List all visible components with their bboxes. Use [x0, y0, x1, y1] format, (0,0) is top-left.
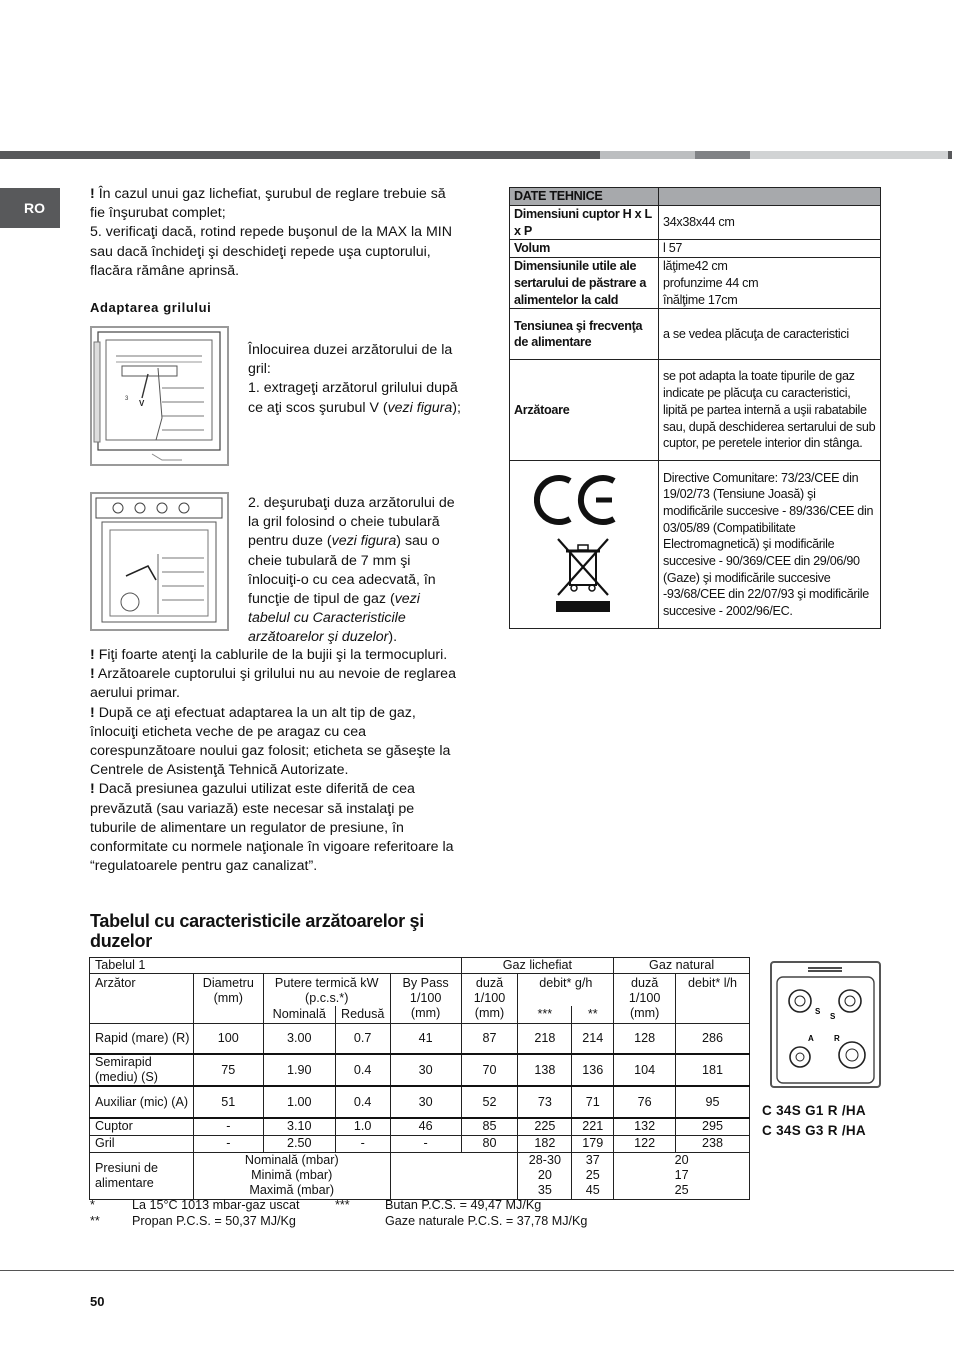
- burner-name: Gril: [90, 1135, 194, 1152]
- header-bar-light-2: [750, 151, 948, 159]
- cell: 30: [390, 1054, 461, 1086]
- cell: 46: [390, 1118, 461, 1135]
- footnote-mark: *: [90, 1198, 95, 1212]
- hob-burner-layout: [772, 963, 879, 1086]
- grill-adaptation-heading: Adaptarea grilului: [90, 300, 212, 315]
- cell: -: [193, 1135, 263, 1152]
- step2-body: 2. deşurubaţi duza arzătorului de la gril folosind o cheie tubulară pentru duze (: [248, 495, 455, 550]
- group-natural-gas: Gaz natural: [614, 958, 750, 974]
- burner-name: Cuptor: [90, 1118, 194, 1135]
- pressure-propane: [572, 1152, 614, 1199]
- footnote-text: Propan P.C.S. = 50,37 MJ/Kg: [132, 1214, 296, 1228]
- page-number: 50: [90, 1294, 105, 1309]
- tech-label: Dimensiuni cuptor H x L x P: [510, 206, 659, 240]
- tech-label: Arzătoare: [510, 360, 659, 461]
- table-header-row: [90, 974, 750, 1007]
- cell: 138: [518, 1054, 572, 1086]
- step1-see-figure: vezi figura: [387, 399, 453, 416]
- header-nominal: Nominală: [263, 1006, 335, 1023]
- cell: 52: [461, 1086, 518, 1118]
- cell: 132: [614, 1118, 676, 1135]
- step1-body: 1. extrageţi arzătorul grilului după ce aţi scos şurubul V (: [248, 380, 458, 416]
- tech-header-empty: [659, 188, 881, 206]
- table-row: [90, 1118, 750, 1135]
- cell: 25: [674, 1183, 689, 1197]
- tech-value: [659, 258, 881, 309]
- step2-body-2: ) sau o cheie tubulară de 7 mm şi înlocuiţi-o cu cea adecvată, în funcţie de tipul de gaz (: [248, 533, 440, 608]
- warning-mark: !: [90, 666, 95, 683]
- table-row: [90, 1135, 750, 1152]
- step2-see-table: vezi tabelul cu Caracteristicile arzătoarelor şi duzelor: [248, 591, 420, 646]
- pressure-names: [193, 1152, 390, 1199]
- header-flow-lpg: debit* g/h: [518, 974, 614, 1007]
- cell: 28-30: [528, 1153, 561, 1167]
- notes-block: [90, 646, 463, 876]
- cell: -: [335, 1135, 390, 1152]
- header-bypass: By Pass 1/100 (mm): [390, 974, 461, 1024]
- pressure-max: Maximă (mbar): [249, 1183, 335, 1197]
- hob-diagram: [770, 961, 881, 1088]
- burner-name: Rapid (mare) (R): [90, 1023, 194, 1054]
- burner-characteristics-table: [89, 957, 750, 1200]
- header-bar-dark: [0, 151, 600, 159]
- footnote-text: Butan P.C.S. = 49,47 MJ/Kg: [385, 1198, 542, 1212]
- oven-nozzle-illustration: [92, 494, 227, 629]
- oven-interior-illustration: [92, 328, 227, 464]
- cell: 80: [461, 1135, 518, 1152]
- cell: 75: [193, 1054, 263, 1086]
- cell: 1.90: [263, 1054, 335, 1086]
- table-row: [510, 360, 881, 461]
- cell: 214: [572, 1023, 614, 1054]
- step2-see-figure: vezi figura: [331, 533, 397, 550]
- tech-value: l 57: [659, 240, 881, 258]
- cell: 3.00: [263, 1023, 335, 1054]
- note-label: După ce aţi efectuat adaptarea la un alt tip de gaz, înlocuiţi eticheta veche de pe aragaz cu cea corespunzătoare noului gaz folosit; eticheta se găseşte la Centrele de Asistenţă Tehnică Autorizate.: [90, 704, 451, 779]
- pressure-empty: [390, 1152, 518, 1199]
- cell: -: [193, 1118, 263, 1135]
- ce-mark-icon: [537, 478, 614, 522]
- model-g1: C 34S G1 R /HA: [762, 1103, 866, 1118]
- hob-label-s2: S: [830, 1012, 836, 1021]
- tech-value-line: lăţime42 cm: [663, 259, 728, 274]
- cell: 0.7: [335, 1023, 390, 1054]
- cell: 104: [614, 1054, 676, 1086]
- cell: 85: [461, 1118, 518, 1135]
- cell: 25: [585, 1168, 600, 1182]
- hob-label-s1: S: [815, 1007, 821, 1016]
- header-bar-end: [948, 151, 952, 159]
- footnote-text: La 15°C 1013 mbar-gaz uscat: [132, 1198, 300, 1212]
- figure-label-v: V: [139, 399, 145, 408]
- paragraph-lpg-screw: În cazul unui gaz lichefiat, şurubul de reglare trebuie să fie înşurubat complet;: [90, 186, 446, 222]
- cell: 20: [537, 1168, 552, 1182]
- cell: 0.4: [335, 1054, 390, 1086]
- footer-rule: [0, 1270, 954, 1271]
- header-flow-propane: **: [572, 1006, 614, 1023]
- pressure-nominal: Nominală (mbar): [244, 1153, 339, 1167]
- tech-value: 34x38x44 cm: [659, 206, 881, 240]
- cell: 17: [674, 1168, 689, 1182]
- burner-name: Semirapid (mediu) (S): [90, 1054, 194, 1086]
- cell: 1.0: [335, 1118, 390, 1135]
- table-row: [90, 1023, 750, 1054]
- step2-text: [248, 494, 463, 648]
- cell: 37: [585, 1153, 600, 1167]
- cell: 35: [537, 1183, 552, 1197]
- tech-label: Tensiunea şi frecvenţa de alimentare: [510, 309, 659, 360]
- technical-data-table: [509, 187, 881, 629]
- table-label: Tabelul 1: [90, 958, 462, 974]
- cell: 100: [193, 1023, 263, 1054]
- model-g3: C 34S G3 R /HA: [762, 1123, 866, 1138]
- hob-label-r: R: [834, 1034, 840, 1043]
- step1-intro: Înlocuirea duzei arzătorului de la gril:: [248, 342, 453, 378]
- table-row: [510, 206, 881, 240]
- cell: 70: [461, 1054, 518, 1086]
- hob-label-a: A: [808, 1034, 814, 1043]
- header-nozzle-ng: duză 1/100 (mm): [614, 974, 676, 1024]
- cell: 221: [572, 1118, 614, 1135]
- tech-label: Volum: [510, 240, 659, 258]
- header-flow-ng: debit* l/h: [676, 974, 750, 1024]
- header-nozzle-lpg: duză 1/100 (mm): [461, 974, 518, 1024]
- step2-end: ).: [388, 629, 398, 646]
- burner-table-title: Tabelul cu caracteristicile arzătoarelor şi duzelor: [90, 911, 424, 951]
- intro-text: [90, 185, 463, 281]
- pressure-label: Presiuni de alimentare: [90, 1152, 194, 1199]
- cell: 136: [572, 1054, 614, 1086]
- cell: 1.00: [263, 1086, 335, 1118]
- tech-value: a se vedea plăcuţa de caracteristici: [659, 309, 881, 360]
- cell: -: [390, 1135, 461, 1152]
- step1-end: );: [452, 399, 461, 416]
- header-bar-mid: [695, 151, 750, 159]
- footnote-mark: **: [90, 1214, 100, 1228]
- grill-burner-figure: [90, 326, 229, 466]
- cell: 73: [518, 1086, 572, 1118]
- cell: 30: [390, 1086, 461, 1118]
- pressure-row: [90, 1152, 750, 1199]
- pressure-butane: [518, 1152, 572, 1199]
- warning-mark: !: [90, 647, 95, 663]
- figure-label-3: 3: [125, 396, 129, 402]
- cell: 0.4: [335, 1086, 390, 1118]
- model-list: [762, 1101, 866, 1141]
- note-pressure: Dacă presiunea gazului utilizat este diferită de cea prevăzută (sau variază) este necesar să instalaţi pe tuburile de alimentare un regulator de presiune, în conformitate cu normele naţionale în vigoare referitoare la “regulatoarele pentru gaz canalizat”.: [90, 781, 454, 875]
- ce-weee-marks: [534, 467, 634, 617]
- grill-nozzle-figure: [90, 492, 229, 631]
- footnote-mark: ***: [335, 1198, 350, 1212]
- tech-value-line: înălţime 17cm: [663, 292, 738, 307]
- tech-value: se pot adapta la toate tipurile de gaz indicate pe plăcuţa cu caracteristici, lipită pe partea internă a uşii rabatabile sau, după deschiderea sertarului de sub cuptor, pe peretele interior din stânga.: [659, 360, 881, 461]
- cell: 179: [572, 1135, 614, 1152]
- step1-text: [248, 341, 463, 418]
- note-cables: Fiţi foarte atenţi la cablurile de la bujii şi la termocupluri.: [98, 647, 448, 663]
- cell: 286: [676, 1023, 750, 1054]
- warning-mark: !: [90, 704, 95, 721]
- footnotes: [90, 1197, 750, 1231]
- weee-bin-icon: [556, 539, 610, 612]
- tech-label: Dimensiunile utile ale sertarului de păstrare a alimentelor la cald: [510, 258, 659, 309]
- burner-name: Auxiliar (mic) (A): [90, 1086, 194, 1118]
- cell: 181: [676, 1054, 750, 1086]
- marking-cell: [510, 461, 659, 629]
- tech-header: DATE TEHNICE: [510, 188, 659, 206]
- cell: 225: [518, 1118, 572, 1135]
- table-row: [510, 240, 881, 258]
- table-row: [510, 258, 881, 309]
- cell: 238: [676, 1135, 750, 1152]
- table-row: [510, 309, 881, 360]
- cell: 95: [676, 1086, 750, 1118]
- tech-header-row: [510, 188, 881, 206]
- warning-mark: !: [90, 781, 95, 798]
- table-row: [90, 1086, 750, 1118]
- paragraph-check-flame: 5. verificaţi dacă, rotind repede buşonul de la MAX la MIN sau dacă închideţi şi deschideţi repede uşa cuptorului, flacăra rămâne aprinsă.: [90, 224, 452, 279]
- table-group-row: [90, 958, 750, 974]
- cell: 71: [572, 1086, 614, 1118]
- cell: 20: [674, 1153, 689, 1167]
- warning-mark: !: [90, 186, 95, 202]
- tech-value-line: profunzime 44 cm: [663, 275, 759, 290]
- cell: 182: [518, 1135, 572, 1152]
- header-diameter: Diametru (mm): [193, 974, 263, 1024]
- pressure-natural-gas: [614, 1152, 750, 1199]
- header-power: Putere termică kW (p.c.s.*): [263, 974, 390, 1007]
- group-lpg: Gaz lichefiat: [461, 958, 614, 974]
- cell: 295: [676, 1118, 750, 1135]
- cell: 122: [614, 1135, 676, 1152]
- cell: 76: [614, 1086, 676, 1118]
- pressure-min: Minimă (mbar): [251, 1168, 333, 1182]
- header-burner: Arzător: [90, 974, 194, 1024]
- cell: 128: [614, 1023, 676, 1054]
- header-flow-butane: ***: [518, 1006, 572, 1023]
- table-row: [90, 1054, 750, 1086]
- cell: 3.10: [263, 1118, 335, 1135]
- language-tab: RO: [0, 188, 60, 228]
- cell: 87: [461, 1023, 518, 1054]
- tech-directives: Directive Comunitare: 73/23/CEE din 19/02/73 (Tensiune Joasă) şi modificările succesive - 89/336/CEE din 03/05/89 (Compatibilitate Electromagnetică) şi modificările succesive - 90/369/CEE din 29/06/90 (Gaze) şi modificările succesive -93/68/CEE din 22/07/93 şi modificările succesive - 2002/96/EC.: [659, 461, 881, 629]
- header-reduced: Redusă: [335, 1006, 390, 1023]
- footnote-text: Gaze naturale P.C.S. = 37,78 MJ/Kg: [385, 1214, 588, 1228]
- table-row: [510, 461, 881, 629]
- cell: 51: [193, 1086, 263, 1118]
- cell: 41: [390, 1023, 461, 1054]
- header-bar-light: [600, 151, 695, 159]
- cell: 45: [585, 1183, 600, 1197]
- cell: 2.50: [263, 1135, 335, 1152]
- cell: 218: [518, 1023, 572, 1054]
- note-primary-air: Arzătoarele cuptorului şi grilului nu au nevoie de reglarea aerului primar.: [90, 666, 456, 702]
